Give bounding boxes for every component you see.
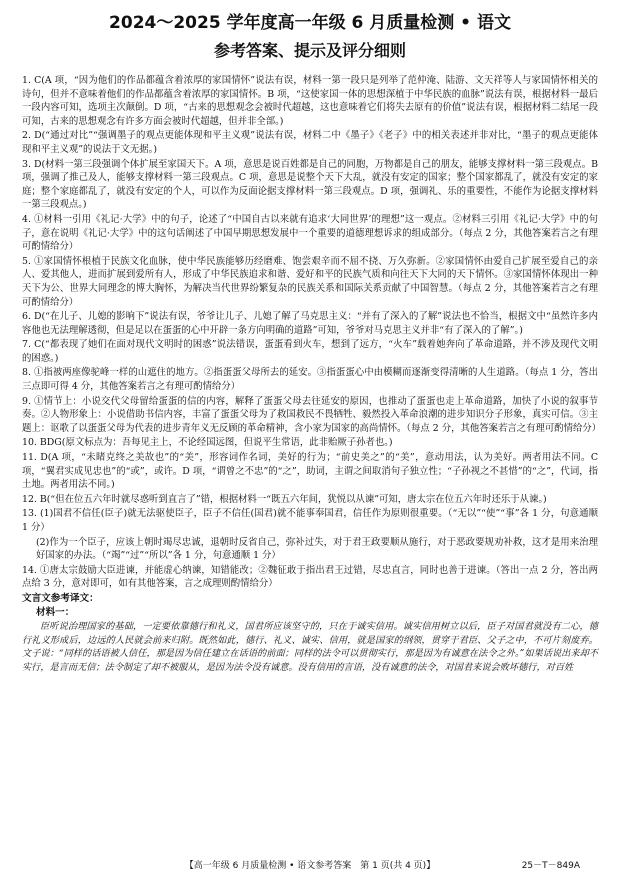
answer-item-13-1: 13. (1)国君不信任(臣子)就无法驱使臣子，臣子不信任(国君)就不能事奉国君，信任作为原则很重要。（“无以”“使”“事”各 1 分，句意通顺 1 分） [22,508,598,533]
answer-item-4: 4. ①材料一引用《礼记·大学》中的句子，论述了“中国自古以来就有追求‘大同世界’的理想”这一观点。②材料三引用《礼记·大学》中的句子，意在说明《礼记·大学》中的这句话阐述了中国早期思想发展中一个重要的道德理想诉求的组成部分。（每点 2 分，其他答案若言之有理可酌情给分） [22,213,598,253]
answer-item-11: 11. D(A 项，“未睹克终之美故也”的“美”，形容词作名词，美好的行为；“前史美之”的“美”，意动用法，认为美好。两者用法不同。C 项，“翼君实成见忠也”的“或”，或许。D 项，“谓曾之不忠”的“之”，助词，主谓之间取消句子独立性；“子孙视之不甚惜”的“之”，代词，指土地。两者用法不同。) [22,452,598,491]
answer-item-5: 5. ①家国情怀根植于民族文化血脉，使中华民族能够历经磨难、饱尝艰辛而不屈不挠、万久弥新。②家国情怀由爱自己扩展至爱自己的亲人、爱其他人，进而扩展到爱所有人，形成了中华民族追求和谐、爱好和平的民族气质和向往天下大同的天下情怀。③家国情怀体现出一种天下为公、世界大同理念的博大胸怀，为解决当代世界纷繁复杂的民族关系和国际关系贡献了中国智慧。（每点 2 分，其他答案若言之有理可酌情给分） [22,255,598,308]
answer-item-2: 2. D(“通过对比”“强调墨子的观点更能体现和平主义观”说法有误，材料二中《墨子》《老子》中的相关表述并非对比，“墨子的观点更能体现和平主义观”的说法于文无据。) [22,130,598,155]
translation-section-title: 文言文参考译文： [22,592,99,604]
page-title: 2024～2025 学年度高一年级 6 月质量检测 • 语文 [109,13,511,33]
answer-item-8: 8. ①指被两座像驼峰一样的山遮住的地方。②指蛋蛋父母所去的延安。③指蛋蛋心中由模糊而逐渐变得清晰的人生道路。（每点 1 分，答出三点即可得 4 分，其他答案若言之有理可酌情给分） [22,367,598,393]
page-subtitle: 参考答案、提示及评分细则 [213,41,406,60]
answer-item-10: 10. BDG(原文标点为：吾每见主上，不论经国远图，但说平生常语，此非贻厥子孙者也。) [22,437,393,449]
footer-page-info: 【高一年级 6 月质量检测 • 语文参考答案 第 1 页(共 4 页)】 [184,861,436,871]
footer-code: 25－T－849A [521,861,580,871]
answer-item-3: 3. D(材料一第三段强调个体扩展至家国天下。A 项，意思是说百姓都是自己的同胞，万物都是自己的朋友，能够支撑材料一第三段观点。B 项，强调了推己及人，能够支撑材料一第三段观点。C 项，意思是说整个天下大乱，就没有安定的国家；整个国家都乱了，就没有安定的家庭；整个家庭都乱了，就没有安定的个人，可以作为反面论据支撑材料一第三段观点。D 项，强调礼、乐的重要性，不能作为论据支撑材料一第三段观点。) [22,158,598,211]
translation-paragraph: 臣听说治理国家的基础，一定要依靠德行和礼义，国君所应该坚守的，只在于诚实信用。诚实信用树立以后，臣子对国君就没有二心，德行礼义形成后，边远的人民就会前来归附。既然如此，德行、礼义、诚实、信用，就是国家的纲领，贯穿于君臣、父子之中，不可片刻废弃。文子说：“同样的话语被人信任，那是因为信任建立在话语的前面；同样的法令可以贯彻实行，那是因为有诚意在法令之外。”如果话说出来却不实行，是言而无信；法令制定了却不被服从，是因为法令没有诚意。没有信用的言语，没有诚意的法令，对国君来说会败坏德行，对百姓 [22,620,598,673]
answers-list [22,74,602,591]
translation-sub-title: 材料一： [36,606,75,618]
answer-item-6: 6. D(“在儿子、儿媳的影响下”说法有误，爷爷让儿子、儿媳了解了马克思主义：“并有了深入的了解”说法也不恰当，根据文中“虽然许多内容他也无法理解透彻，但是足以在蛋蛋的心中开辟一条方向明确的道路”可知，爷爷对马克思主义并非“有了深入的了解”。) [22,311,598,336]
answer-item-9: 9. ①情节上：小说交代父母留给蛋蛋的信的内容，解释了蛋蛋父母去往延安的原因，也推动了蛋蛋也走上革命道路，加快了小说的叙事节奏。②人物形象上：小说借助书信内容，丰富了蛋蛋父母为了救国救民不畏牺牲、毅然投入革命浪潮的进步知识分子形象，真实可信。③主题上：讴歌了以蛋蛋父母为代表的进步青年义无反顾的革命精神，含小家为国家的高尚情怀。（每点 2 分，其他答案若言之有理可酌情给分） [22,395,602,434]
answer-item-12: 12. B(“但在位五六年时就尽惑听到直言了”错，根据材料一“既五六年间，犹悦以从谏”可知，唐太宗在位五六年时还乐于从谏。) [22,493,547,505]
answer-item-13-2: (2)作为一个臣子，应该上朝时竭尽忠诚，退朝时反省自己，弥补过失，对于君王政要顺从施行，对于恶政要规劝补救，这才是用来治理好国家的办法。（“竭”“过”“所以”各 1 分，句意通顺 1 分） [36,536,598,562]
answer-item-14: 14. ①唐太宗鼓励大臣进谏，并能虚心纳谏，知错能改；②魏征敢于指出君王过错，尽忠直言，同时也善于进谏。（答出一点 2 分，答出两点给 3 分，意对即可，如有其他答案，言之成理则酌情给分） [22,564,598,590]
answer-item-1: 1. C(A 项，“因为他们的作品都蕴含着浓厚的家国情怀”说法有误，材料一第一段只是列举了范仲淹、陆游、文天祥等人与家国情怀相关的诗句，但并不意味着他们的作品都蕴含着浓厚的家国情怀。B 项，“这使家国一体的思想深植于中华民族的血脉”说法有误，根据材料一最后一段内容可知，选项主次颠倒。D 项，“古来的思想观念会被时代超越，这也意味着它们将失去原有的价值”说法有误，根据材料二结尾一段可知，古来的思想观念有许多方面会被时代超越，但并非全部。) [22,75,598,127]
answer-item-7: 7. C(“都表现了她们在面对现代文明时的困惑”说法错误，蛋蛋看到火车，想到了远方，“火车”载着她奔向了革命道路，并不涉及现代文明的困惑。) [22,339,598,364]
